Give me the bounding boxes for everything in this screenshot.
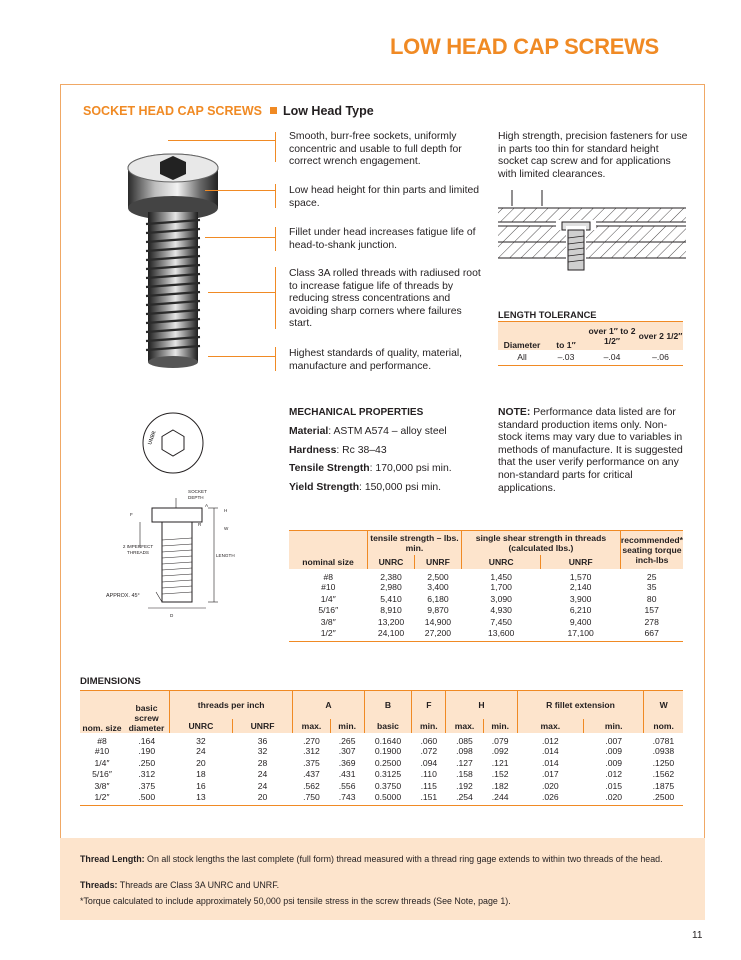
- table-cell: 18: [196, 769, 206, 780]
- drawing-label-w: W: [224, 526, 229, 531]
- footnote-torque: *Torque calculated to include approximately 50,000 psi tensile stress in the screw threads (See Note, page 1).: [80, 896, 511, 906]
- table-cell: .1562: [652, 769, 675, 780]
- table-cell: –.03: [557, 352, 575, 363]
- table-cell: 1/2″: [94, 791, 110, 802]
- property-label: Material: [289, 426, 329, 437]
- page-title: LOW HEAD CAP SCREWS: [390, 34, 659, 59]
- table-cell: .2500: [652, 791, 675, 802]
- table-cell: .060: [420, 735, 438, 746]
- table-row: [289, 593, 683, 605]
- section-type: Low Head Type: [282, 104, 374, 118]
- table-row: [80, 792, 683, 806]
- property-value: : Rc 38–43: [336, 445, 387, 456]
- table-row: [289, 569, 683, 582]
- table-cell: 14,900: [424, 616, 452, 627]
- table-cell: .369: [338, 757, 356, 768]
- table-cell: 13,600: [488, 627, 515, 638]
- callout-bar: [275, 132, 276, 162]
- table-cell: –.04: [603, 352, 621, 363]
- table-cell: .127: [456, 757, 473, 768]
- table-cell: 8,910: [380, 605, 402, 616]
- table-cell: .014: [541, 757, 559, 768]
- col-header-torque: recommended* seating torque inch-lbs: [620, 531, 683, 569]
- table-cell: .012: [605, 769, 623, 780]
- table-row: [289, 605, 683, 617]
- col-subheader: UNRF: [414, 555, 461, 569]
- footnote-text: On all stock lengths the last complete (full form) thread measured with a thread ring gage extends to within two threads of the head.: [144, 854, 663, 864]
- col-header: basic screw diameter: [124, 691, 170, 733]
- table-cell: .244: [491, 791, 509, 802]
- table-cell: 1/4″: [320, 593, 336, 604]
- table-cell: .0781: [652, 735, 675, 746]
- table-cell: .270: [303, 735, 320, 746]
- dimensions-subheader-row: [80, 719, 683, 733]
- table-cell: .431: [338, 769, 356, 780]
- table-cell: All: [517, 352, 527, 363]
- table-cell: .098: [456, 746, 473, 757]
- col-header: threads per inch: [170, 691, 293, 719]
- table-cell: .009: [605, 757, 623, 768]
- table-row: [80, 733, 683, 746]
- strength-table-body: [289, 569, 683, 642]
- table-cell: #10: [321, 582, 336, 593]
- table-cell: 1/2″: [320, 627, 336, 638]
- callout-bar: [275, 184, 276, 208]
- table-cell: 3/8″: [320, 616, 336, 627]
- head-top-view: [138, 408, 208, 478]
- table-cell: 3,400: [427, 582, 449, 593]
- callout-bar: [275, 267, 276, 329]
- col-header: over 1″ to 2 1/2″: [586, 322, 638, 350]
- table-cell: 278: [644, 616, 659, 627]
- table-row: [80, 769, 683, 781]
- table-cell: 2,500: [427, 571, 449, 582]
- dimensions-title: DIMENSIONS: [80, 676, 141, 687]
- col-subheader: min.: [584, 719, 644, 733]
- table-cell: 7,450: [490, 616, 512, 627]
- table-cell: .556: [338, 780, 356, 791]
- table-cell: .020: [541, 780, 559, 791]
- col-subheader: max.: [446, 719, 483, 733]
- drawing-label-a: A: [205, 503, 209, 508]
- table-cell: .1250: [652, 757, 675, 768]
- col-header: R fillet extension: [517, 691, 644, 719]
- table-row: [289, 628, 683, 642]
- dimensions-table: [80, 690, 683, 806]
- col-header: over 2 1/2″: [638, 322, 683, 350]
- table-cell: 13,200: [377, 616, 405, 627]
- table-cell: .121: [491, 757, 509, 768]
- table-cell: 3,900: [569, 593, 592, 604]
- table-cell: 5/16″: [92, 769, 112, 780]
- callout-line: [208, 292, 275, 293]
- table-cell: .085: [456, 735, 473, 746]
- dimension-drawing: [100, 488, 250, 628]
- drawing-label-imperfect: 2 IMPERFECT THREADS: [122, 544, 154, 555]
- table-cell: .1875: [652, 780, 675, 791]
- table-cell: 667: [644, 627, 659, 638]
- table-cell: 1,450: [490, 571, 512, 582]
- note-body: Performance data listed are for standard production items only. Non-stock items may vary due to variables in methods of manufacture. It is suggested that the user verify performance on any non-standard parts for critical applications.: [498, 407, 683, 494]
- table-cell: .026: [541, 791, 559, 802]
- footnote-threads: [80, 879, 680, 892]
- table-cell: .0938: [652, 746, 675, 757]
- col-header: F: [412, 691, 446, 719]
- footnote-label: Thread Length:: [80, 854, 145, 864]
- table-row: [80, 746, 683, 758]
- table-cell: 24,100: [377, 627, 405, 638]
- property-value: : ASTM A574 – alloy steel: [328, 426, 447, 437]
- table-cell: 6,210: [569, 605, 592, 616]
- callout-bar: [275, 347, 276, 371]
- drawing-label-socket: SOCKET DEPTH: [188, 489, 207, 500]
- table-row: [289, 582, 683, 594]
- mechanical-item: [289, 482, 441, 493]
- table-cell: 1,700: [490, 582, 512, 593]
- table-cell: .015: [605, 780, 623, 791]
- col-subheader: nom.: [644, 719, 683, 733]
- feature-text: Fillet under head increases fatigue life of head-to-shank junction.: [289, 227, 476, 251]
- table-cell: 2,140: [569, 582, 592, 593]
- col-subheader: UNRC: [368, 555, 415, 569]
- mechanical-item: [289, 463, 452, 474]
- table-cell: 25: [646, 571, 657, 582]
- table-cell: 20: [196, 757, 206, 768]
- page-number: 11: [692, 930, 703, 941]
- drawing-label-r: R: [198, 522, 202, 527]
- table-cell: .182: [491, 780, 509, 791]
- table-cell: 4,930: [490, 605, 512, 616]
- table-cell: 80: [646, 593, 657, 604]
- table-cell: .375: [138, 780, 156, 791]
- table-cell: .009: [605, 746, 623, 757]
- table-cell: .500: [138, 791, 156, 802]
- table-cell: .192: [456, 780, 473, 791]
- dimensions-table-body: [80, 733, 683, 806]
- property-label: Yield Strength: [289, 482, 360, 493]
- col-subheader: UNRF: [541, 555, 621, 569]
- table-cell: #10: [94, 746, 110, 757]
- feature-text: Smooth, burr-free sockets, uniformly concentric and usable to full depth for correct wrench engagement.: [289, 131, 462, 168]
- col-header: to 1″: [546, 322, 586, 350]
- feature-text: Highest standards of quality, material, manufacture and performance.: [289, 348, 463, 372]
- table-cell: .437: [303, 769, 320, 780]
- table-cell: –.06: [652, 352, 669, 363]
- drawing-label-approx: APPROX. 45°: [106, 593, 140, 599]
- table-cell: 20: [257, 791, 268, 802]
- table-cell: .158: [456, 769, 473, 780]
- col-subheader: min.: [483, 719, 517, 733]
- col-subheader: min.: [412, 719, 446, 733]
- table-cell: 6,180: [427, 593, 449, 604]
- table-row: [80, 780, 683, 792]
- screw-photo: [118, 140, 228, 375]
- col-subheader: max.: [293, 719, 330, 733]
- length-tolerance-table: [498, 321, 683, 366]
- col-subheader: max.: [517, 719, 583, 733]
- table-cell: 1,570: [569, 571, 592, 582]
- svg-text:UNBR: UNBR: [147, 430, 158, 446]
- drawing-label-h: H: [224, 508, 228, 513]
- table-cell: .151: [420, 791, 438, 802]
- table-cell: .254: [456, 791, 473, 802]
- mechanical-item: [289, 445, 387, 456]
- table-cell: .743: [338, 791, 356, 802]
- table-cell: .012: [541, 735, 559, 746]
- table-cell: 2,980: [380, 582, 402, 593]
- table-cell: .307: [338, 746, 356, 757]
- table-cell: 0.1640: [374, 735, 402, 746]
- property-label: Hardness: [289, 445, 337, 456]
- table-cell: 16: [196, 780, 206, 791]
- col-subheader: min.: [330, 719, 364, 733]
- col-header: W: [644, 691, 683, 719]
- table-cell: .079: [491, 735, 509, 746]
- callout-line: [205, 237, 275, 238]
- table-cell: 5,410: [380, 593, 402, 604]
- feature-text: Low head height for thin parts and limited space.: [289, 185, 480, 209]
- property-label: Tensile Strength: [289, 463, 370, 474]
- table-cell: .152: [491, 769, 509, 780]
- intro-text: High strength, precision fasteners for use in parts too thin for standard height socket cap screw and for applications with limited clearances.: [498, 131, 688, 180]
- table-cell: .007: [605, 735, 623, 746]
- col-header: A: [293, 691, 364, 719]
- table-cell: .014: [541, 746, 559, 757]
- table-cell: 3/8″: [94, 780, 110, 791]
- section-heading: [83, 104, 374, 118]
- table-cell: .092: [491, 746, 509, 757]
- table-cell: 1/4″: [94, 757, 110, 768]
- drawing-label-f: F: [130, 512, 133, 517]
- table-cell: 24: [257, 780, 268, 791]
- table-cell: .250: [138, 757, 156, 768]
- table-cell: 0.3125: [374, 769, 402, 780]
- table-cell: 2,380: [380, 571, 402, 582]
- table-cell: 0.3750: [374, 780, 402, 791]
- table-cell: 17,100: [567, 627, 594, 638]
- col-subheader: UNRC: [461, 555, 540, 569]
- callout-line: [208, 356, 275, 357]
- note-text: [498, 407, 688, 495]
- drawing-label-d: D: [170, 613, 174, 618]
- length-tolerance-title: LENGTH TOLERANCE: [498, 310, 597, 320]
- application-diagram: [498, 190, 686, 296]
- col-header-tensile: tensile strength – lbs. min.: [368, 531, 462, 555]
- callout-bar: [275, 227, 276, 251]
- table-cell: 36: [257, 735, 268, 746]
- table-cell: 0.1900: [374, 746, 402, 757]
- table-cell: .110: [420, 769, 437, 780]
- table-cell: .312: [303, 746, 320, 757]
- table-cell: 0.2500: [374, 757, 402, 768]
- table-cell: 32: [196, 735, 206, 746]
- table-cell: .750: [303, 791, 320, 802]
- col-header: B: [364, 691, 412, 719]
- table-cell: 28: [257, 757, 268, 768]
- col-header: Diameter: [498, 322, 546, 350]
- col-subheader: basic: [364, 719, 412, 733]
- table-cell: 0.5000: [374, 791, 402, 802]
- table-row: [289, 616, 683, 628]
- table-cell: .094: [420, 757, 438, 768]
- col-header-shear: single shear strength in threads (calculated lbs.): [461, 531, 620, 555]
- footnote-thread-length: [80, 853, 680, 866]
- table-cell: 5/16″: [318, 605, 339, 616]
- col-header-nominal: nominal size: [289, 531, 368, 569]
- table-cell: #8: [323, 571, 334, 582]
- table-cell: #8: [97, 735, 107, 746]
- table-cell: .164: [138, 735, 156, 746]
- col-subheader: UNRF: [232, 719, 292, 733]
- table-row: [80, 757, 683, 769]
- mechanical-item: [289, 426, 447, 437]
- table-cell: 24: [257, 769, 268, 780]
- feature-text: Class 3A rolled threads with radiused root to increase fatigue life of threads by reducing stress concentrations and avoiding sharp corners where failures start.: [289, 268, 481, 330]
- table-cell: 9,870: [427, 605, 449, 616]
- col-header: nom. size: [80, 691, 124, 733]
- table-cell: 27,200: [424, 627, 452, 638]
- table-cell: 35: [646, 582, 657, 593]
- table-cell: .265: [338, 735, 356, 746]
- square-bullet-icon: [270, 107, 277, 114]
- col-subheader: UNRC: [170, 719, 233, 733]
- col-header: H: [446, 691, 517, 719]
- drawing-label-length: LENGTH: [216, 553, 235, 558]
- table-cell: .115: [420, 780, 437, 791]
- table-cell: 9,400: [569, 616, 592, 627]
- mechanical-title: MECHANICAL PROPERTIES: [289, 407, 424, 418]
- table-cell: .020: [605, 791, 623, 802]
- section-category: SOCKET HEAD CAP SCREWS: [83, 104, 262, 118]
- table-cell: .072: [420, 746, 438, 757]
- table-cell: .562: [303, 780, 320, 791]
- strength-table: [289, 530, 683, 642]
- table-cell: 24: [196, 746, 206, 757]
- callout-line: [168, 140, 275, 141]
- table-cell: .017: [541, 769, 559, 780]
- note-label: NOTE:: [498, 407, 531, 418]
- table-cell: .190: [138, 746, 156, 757]
- table-cell: 13: [196, 791, 206, 802]
- table-cell: .312: [138, 769, 156, 780]
- property-value: : 150,000 psi min.: [359, 482, 442, 493]
- table-cell: 3,090: [490, 593, 512, 604]
- table-cell: .375: [303, 757, 320, 768]
- callout-line: [205, 190, 275, 191]
- table-cell: 157: [644, 605, 659, 616]
- table-cell: 32: [257, 746, 268, 757]
- footnote-text: Threads are Class 3A UNRC and UNRF.: [117, 880, 280, 890]
- property-value: : 170,000 psi min.: [369, 463, 452, 474]
- footnote-label: Threads:: [80, 880, 118, 890]
